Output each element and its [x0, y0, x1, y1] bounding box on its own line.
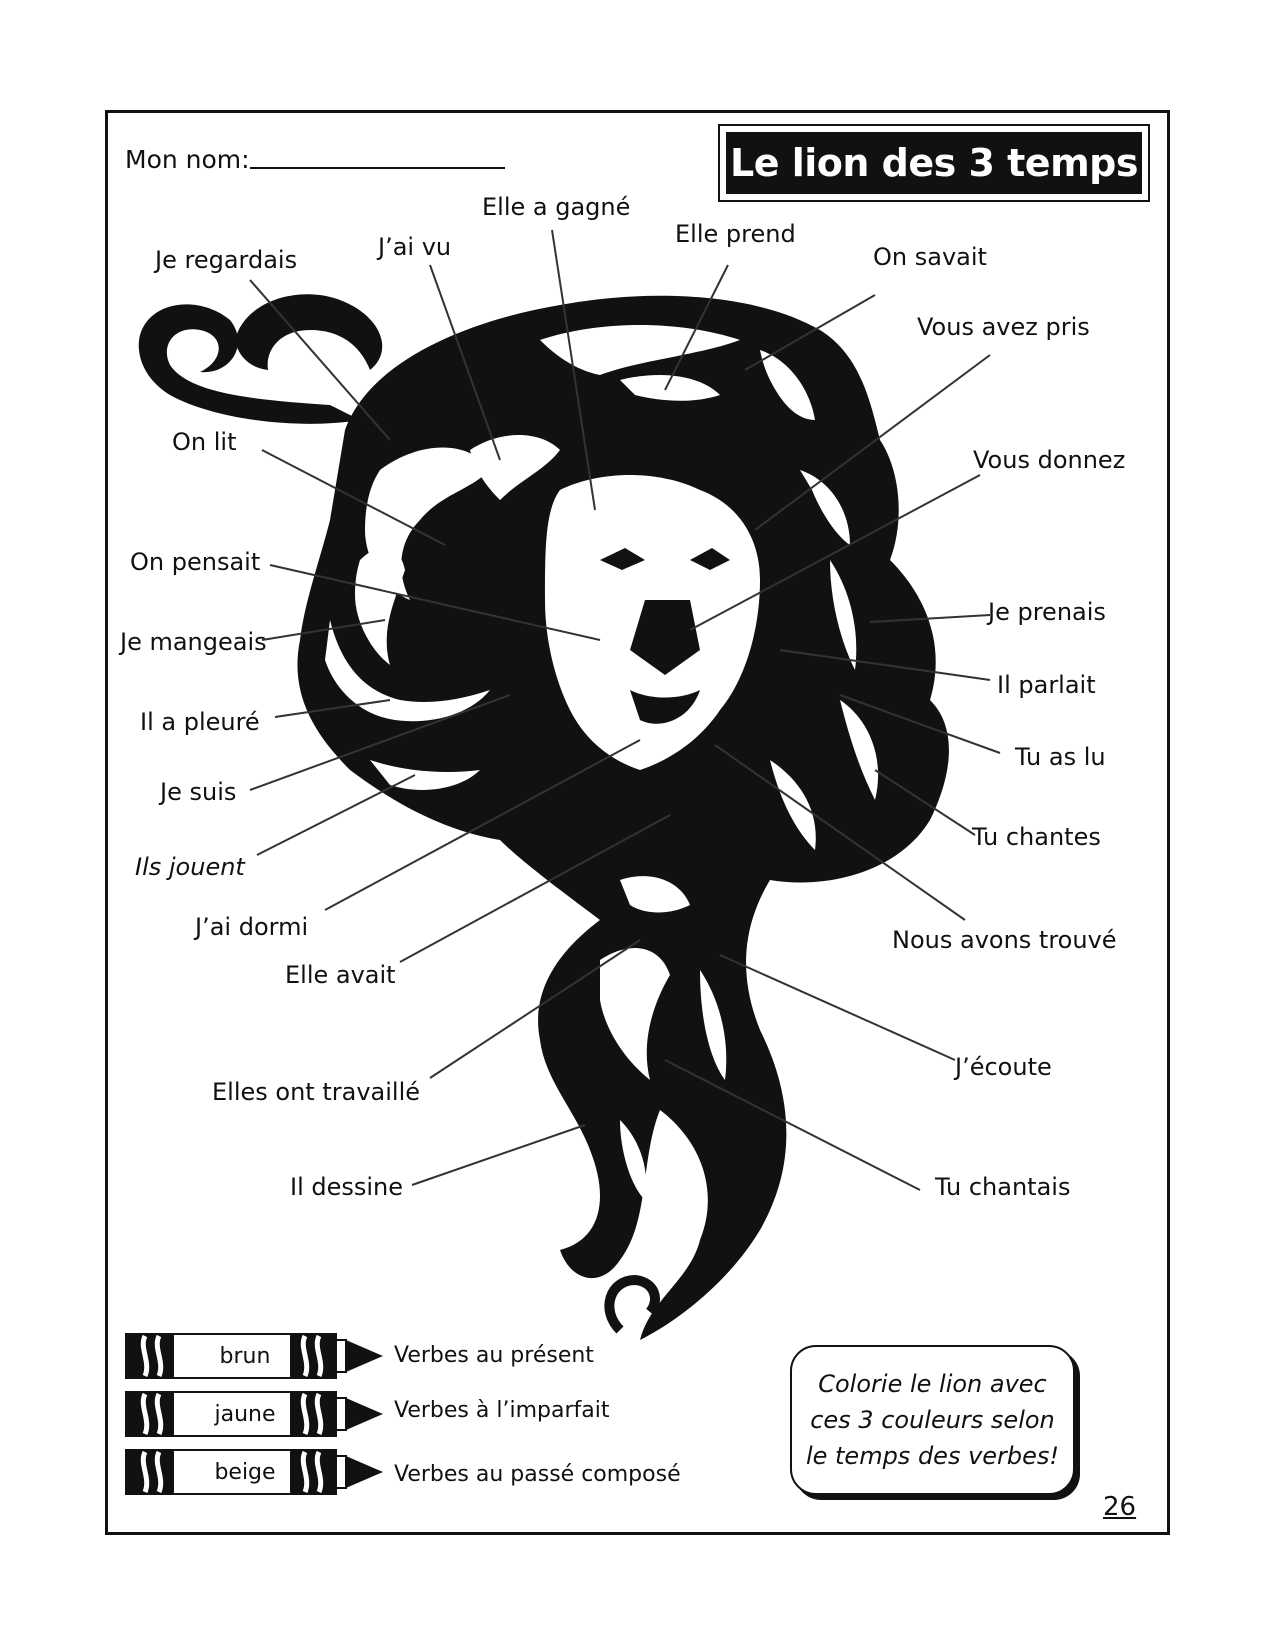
verb-label: Il dessine	[290, 1173, 404, 1201]
verb-label: On pensait	[130, 548, 261, 576]
verb-label: Ils jouent	[135, 853, 245, 881]
legend-text: Verbes au passé composé	[394, 1462, 681, 1487]
instructions-line: le temps des verbes!	[805, 1442, 1060, 1470]
crayon-label: beige	[214, 1459, 276, 1485]
verb-label: Je suis	[160, 778, 237, 806]
verb-label: Elle prend	[675, 220, 796, 248]
name-label: Mon nom:	[125, 145, 250, 174]
verb-label: Elle avait	[285, 961, 396, 989]
verb-label: Il parlait	[997, 671, 1096, 699]
verb-label: Vous donnez	[973, 446, 1126, 474]
page-title: Le lion des 3 temps	[726, 132, 1142, 194]
verb-label: On lit	[172, 428, 237, 456]
verb-label: Tu chantes	[972, 823, 1101, 851]
verb-label: J’ai vu	[378, 233, 452, 261]
crayon-yellow	[125, 1388, 385, 1440]
verb-label: Je regardais	[155, 246, 298, 274]
verb-label: Je mangeais	[120, 628, 267, 656]
verb-label: Vous avez pris	[917, 313, 1090, 341]
verb-label: On savait	[873, 243, 987, 271]
verb-label: J’ai dormi	[195, 913, 309, 941]
legend-text: Verbes au présent	[394, 1343, 594, 1368]
crayon-beige	[125, 1446, 385, 1498]
verb-label: Il a pleuré	[140, 708, 260, 736]
instructions-line: Colorie le lion avec	[818, 1370, 1047, 1398]
crayon-label: jaune	[214, 1401, 276, 1427]
verb-label: Tu as lu	[1015, 743, 1106, 771]
verb-label: Je prenais	[988, 598, 1106, 626]
page-number: 26	[1103, 1492, 1137, 1522]
verb-label: Tu chantais	[935, 1173, 1071, 1201]
crayon-label: brun	[219, 1343, 271, 1369]
verb-label: Elle a gagné	[482, 193, 631, 221]
verb-label: J’écoute	[955, 1053, 1052, 1081]
verb-label: Nous avons trouvé	[892, 926, 1117, 954]
verb-label: Elles ont travaillé	[212, 1078, 420, 1106]
instructions-line: ces 3 couleurs selon	[810, 1406, 1055, 1434]
instructions-box	[790, 1345, 1075, 1495]
crayon-brown	[125, 1330, 385, 1382]
legend-text: Verbes à l’imparfait	[394, 1398, 610, 1423]
